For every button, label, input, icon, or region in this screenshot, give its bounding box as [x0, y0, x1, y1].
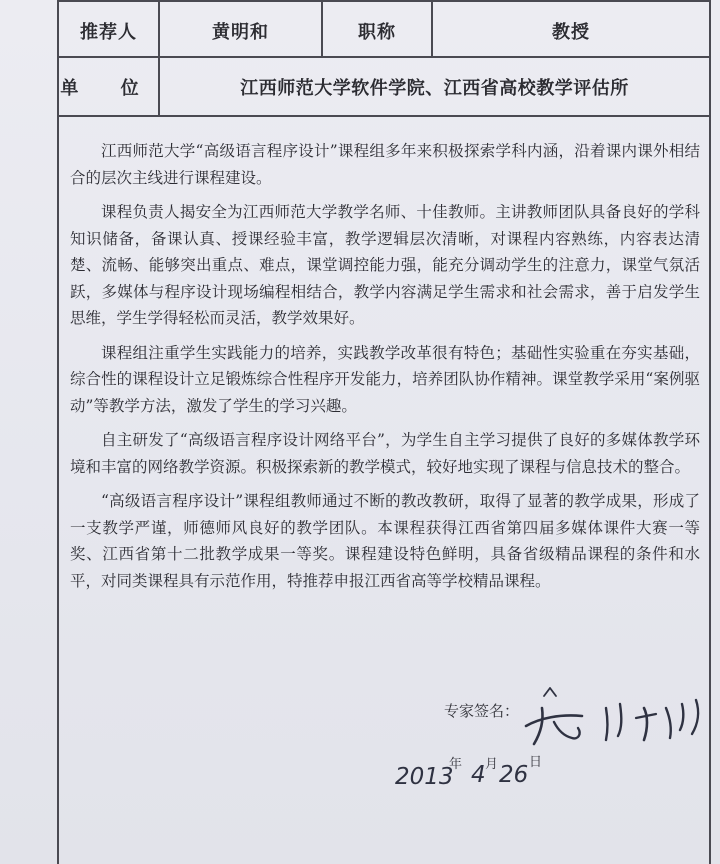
- paragraph: 课程组注重学生实践能力的培养，实践教学改革很有特色；基础性实验重在夯实基础，综合性的课程设计立足锻炼综合性程序开发能力，培养团队协作精神。课堂教学采用“案例驱动”等教学方法，激发了学生的学习兴趣。: [70, 343, 700, 415]
- signature-date: [395, 746, 565, 794]
- recommender-name: 黄明和: [212, 22, 269, 43]
- date-day: 26: [499, 762, 529, 788]
- paragraph: 自主研发了“高级语言程序设计网络平台”，为学生自主学习提供了良好的多媒体教学环境和丰富的网络教学资源。积极探索新的教学模式，较好地实现了课程与信息技术的整合。: [70, 431, 700, 476]
- title-value: 教授: [552, 22, 590, 43]
- date-month: 4: [471, 762, 486, 788]
- title-label: 职称: [358, 22, 396, 43]
- paragraph: “高级语言程序设计”课程组教师通过不断的教改教研，取得了显著的教学成果，形成了一支教学严谨，师德师风良好的教学团队。本课程获得江西省第四届多媒体课件大赛一等奖、江西省第十二批教学成果一等奖。课程建设特色鲜明，具备省级精品课程的条件和水平，对同类课程具有示范作用，特推荐申报江西省高等学校精品课程。: [70, 492, 700, 590]
- unit-value: 江西师范大学软件学院、江西省高校教学评估所: [240, 77, 629, 99]
- unit-label: 单 位: [60, 77, 157, 99]
- table-border-top: [57, 0, 711, 2]
- signature-label: 专家签名：: [444, 702, 520, 720]
- day-char: 日: [529, 755, 543, 770]
- recommender-label: 推荐人: [80, 22, 137, 43]
- table-border-left: [57, 0, 59, 864]
- year-char: 年: [449, 757, 463, 772]
- recommendation-text: [70, 138, 700, 602]
- handwritten-signature: [520, 678, 710, 748]
- date-year: 2013: [395, 764, 454, 790]
- paragraph: 课程负责人揭安全为江西师范大学教学名师、十佳教师。主讲教师团队具备良好的学科知识储备，备课认真、授课经验丰富，教学逻辑层次清晰，对课程内容熟练，内容表达清楚、流畅、能够突出重点、难点，课堂调控能力强，能充分调动学生的注意力，课堂气氛活跃，多媒体与程序设计现场编程相结合，教学内容满足学生需求和社会需求，善于启发学生思维，学生学得轻松而灵活，教学效果好。: [70, 203, 700, 327]
- paragraph: 江西师范大学“高级语言程序设计”课程组多年来积极探索学科内涵，沿着课内课外相结合的层次主线进行课程建设。: [70, 142, 700, 187]
- month-char: 月: [485, 757, 499, 772]
- row-divider-2: [57, 115, 711, 117]
